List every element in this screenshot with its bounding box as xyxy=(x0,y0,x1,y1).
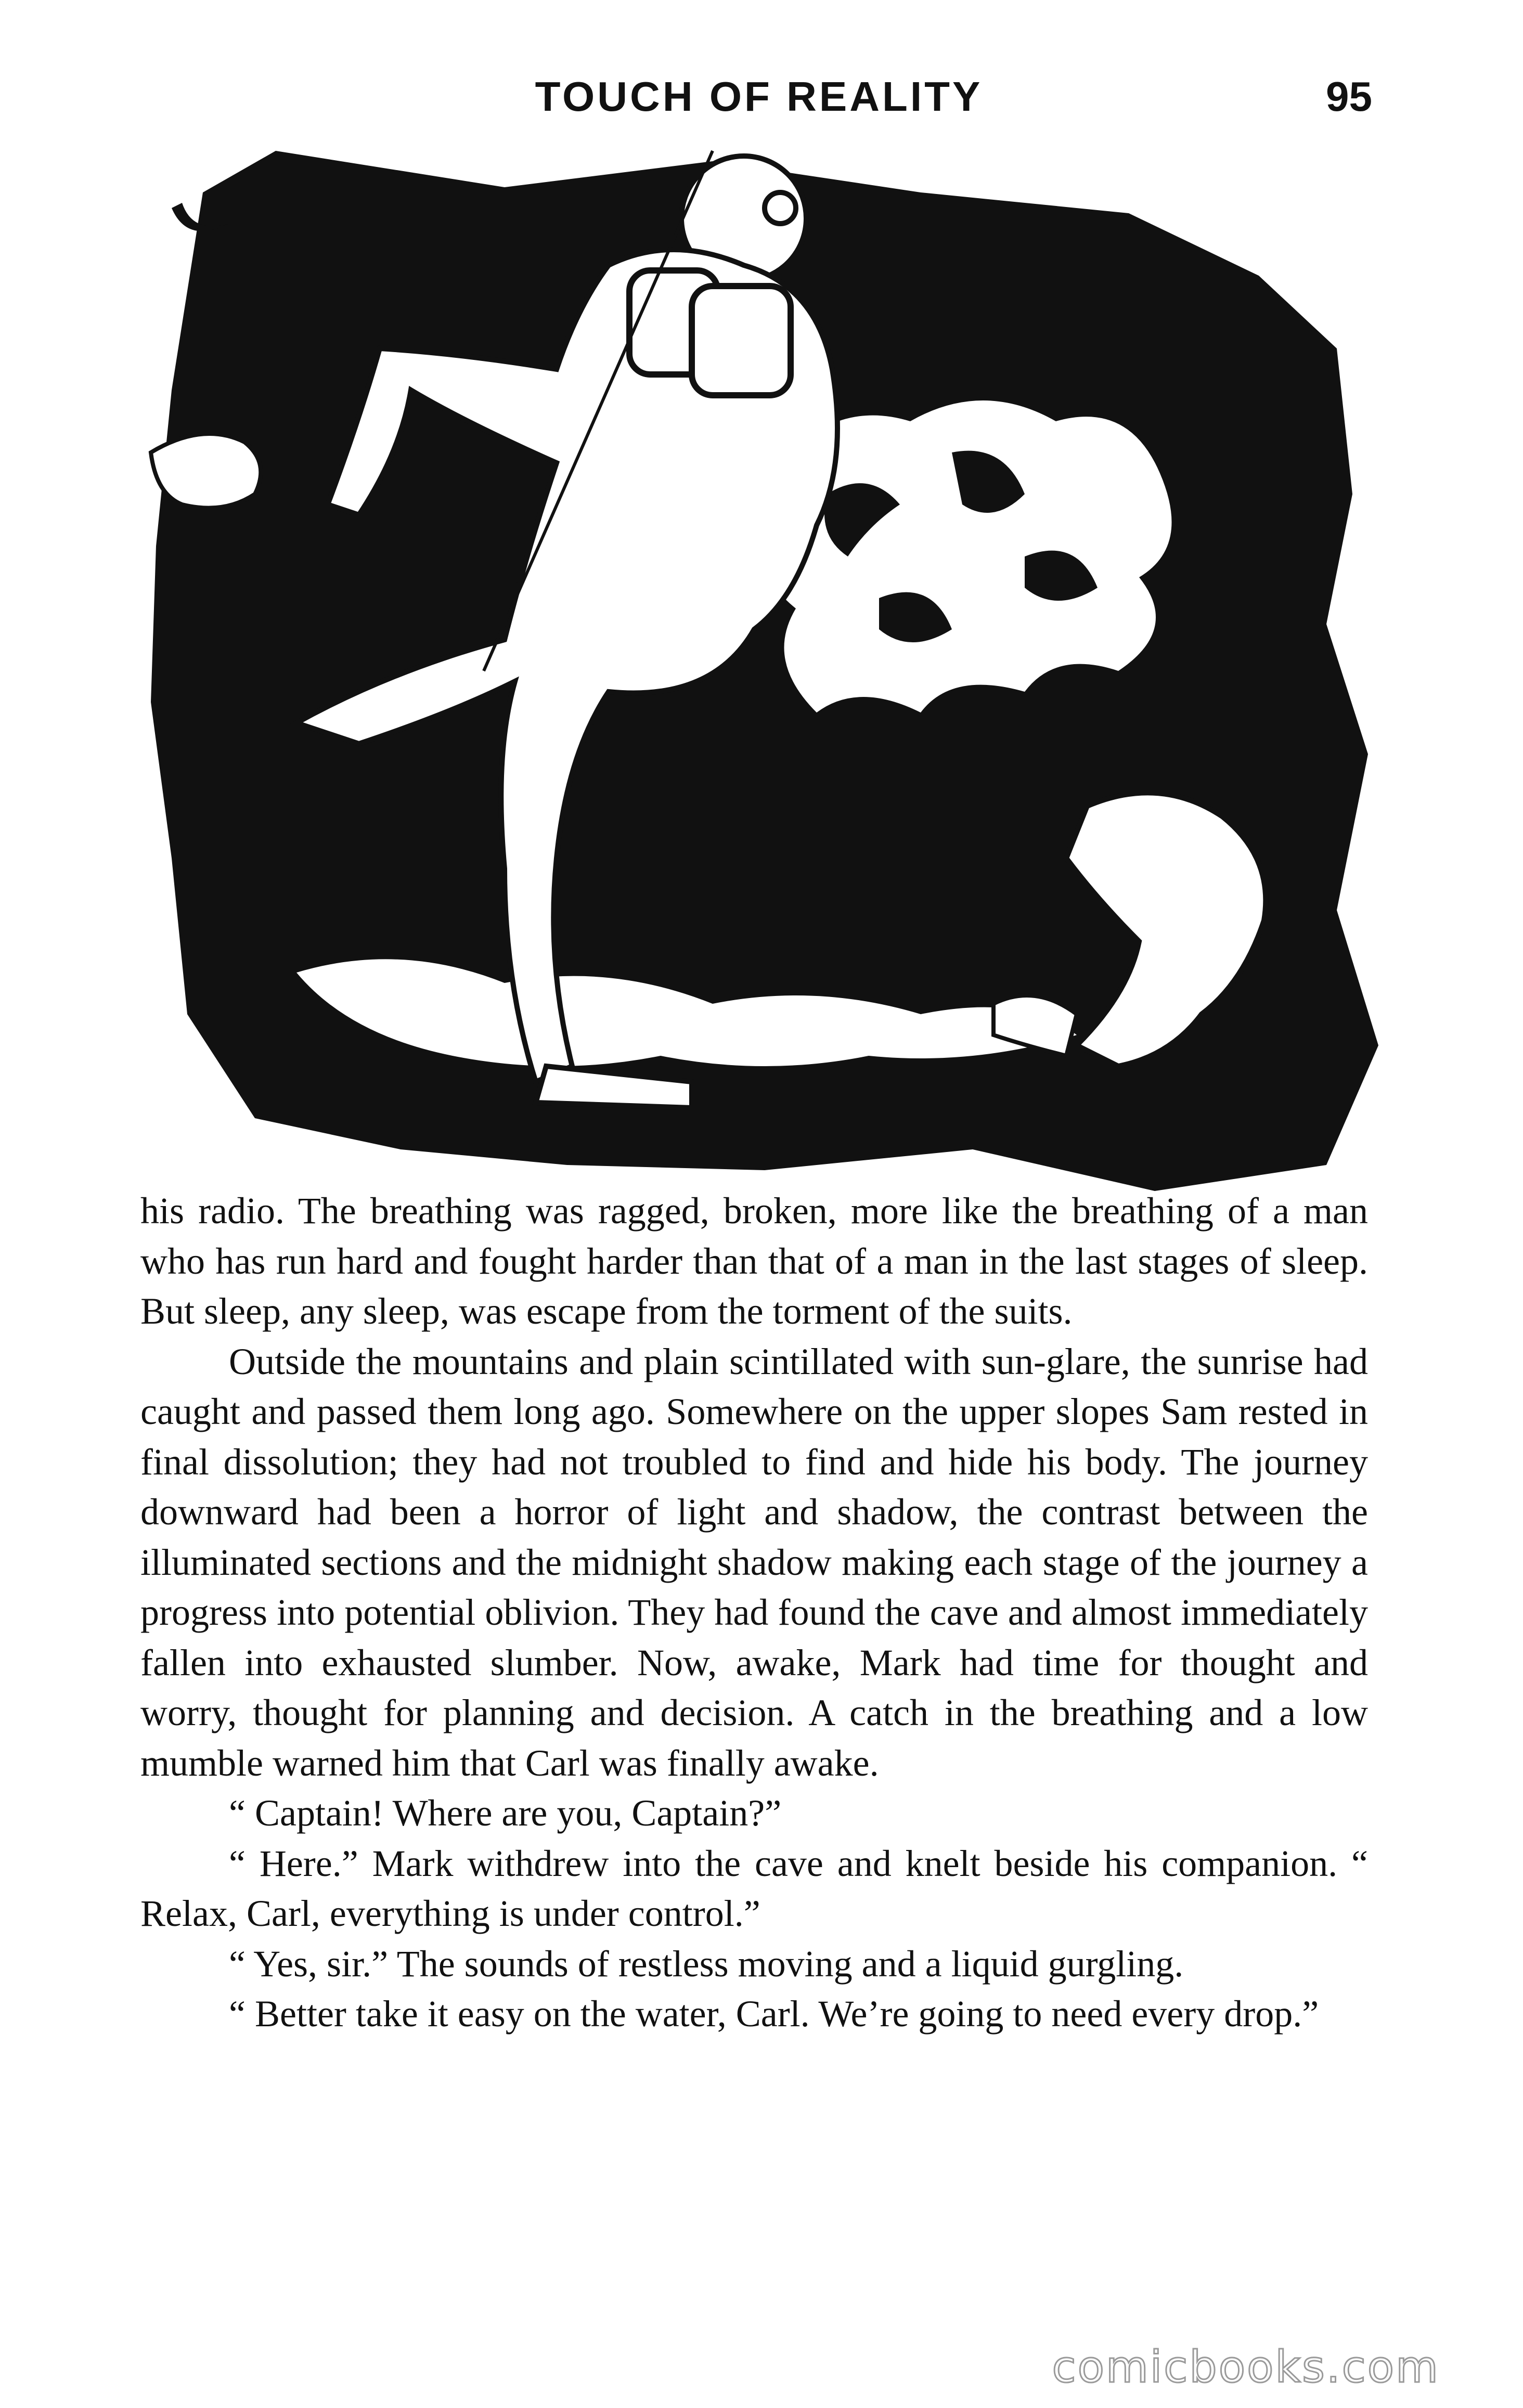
page-header xyxy=(146,62,1372,130)
page-number: 95 xyxy=(1326,73,1372,120)
paragraph: “ Better take it easy on the water, Carl. We’re going to need every drop.” xyxy=(229,1993,1319,2035)
body-text xyxy=(140,1186,1368,2039)
paragraph: Outside the mountains and plain scintillated with sun-glare, the sunrise had caught and passed them long ago. Somewhere on the upper slopes Sam rested in final dissolution; they had not troubled to find and hide his body. The journey downward had been a horror of light and shadow, the contrast between the illuminated sections and the midnight shadow making each stage of the journey a progress into potential oblivion. They had found the cave and almost immediately fallen into exhausted slumber. Now, awake, Mark had time for thought and worry, thought for planning and decision. A catch in the breathing and a low mumble warned him that Carl was finally awake. xyxy=(140,1340,1368,1784)
spacesuit-astronauts-illustration-icon xyxy=(140,130,1389,1196)
paragraph: his radio. The breathing was ragged, broken, more like the breathing of a man who has run hard and fought harder than that of a man in the last stages of sleep. But sleep, any sleep, was escape from the torment of the suits. xyxy=(140,1190,1368,1332)
watermark: comicbooks.com xyxy=(1052,2341,1440,2392)
paragraph: “ Captain! Where are you, Captain?” xyxy=(229,1792,782,1834)
paragraph: “ Yes, sir.” The sounds of restless moving and a liquid gurgling. xyxy=(229,1943,1184,1985)
running-title: TOUCH OF REALITY xyxy=(535,73,983,120)
paragraph: “ Here.” Mark withdrew into the cave and knelt beside his companion. “ Relax, Carl, everything is under control.” xyxy=(140,1842,1368,1934)
